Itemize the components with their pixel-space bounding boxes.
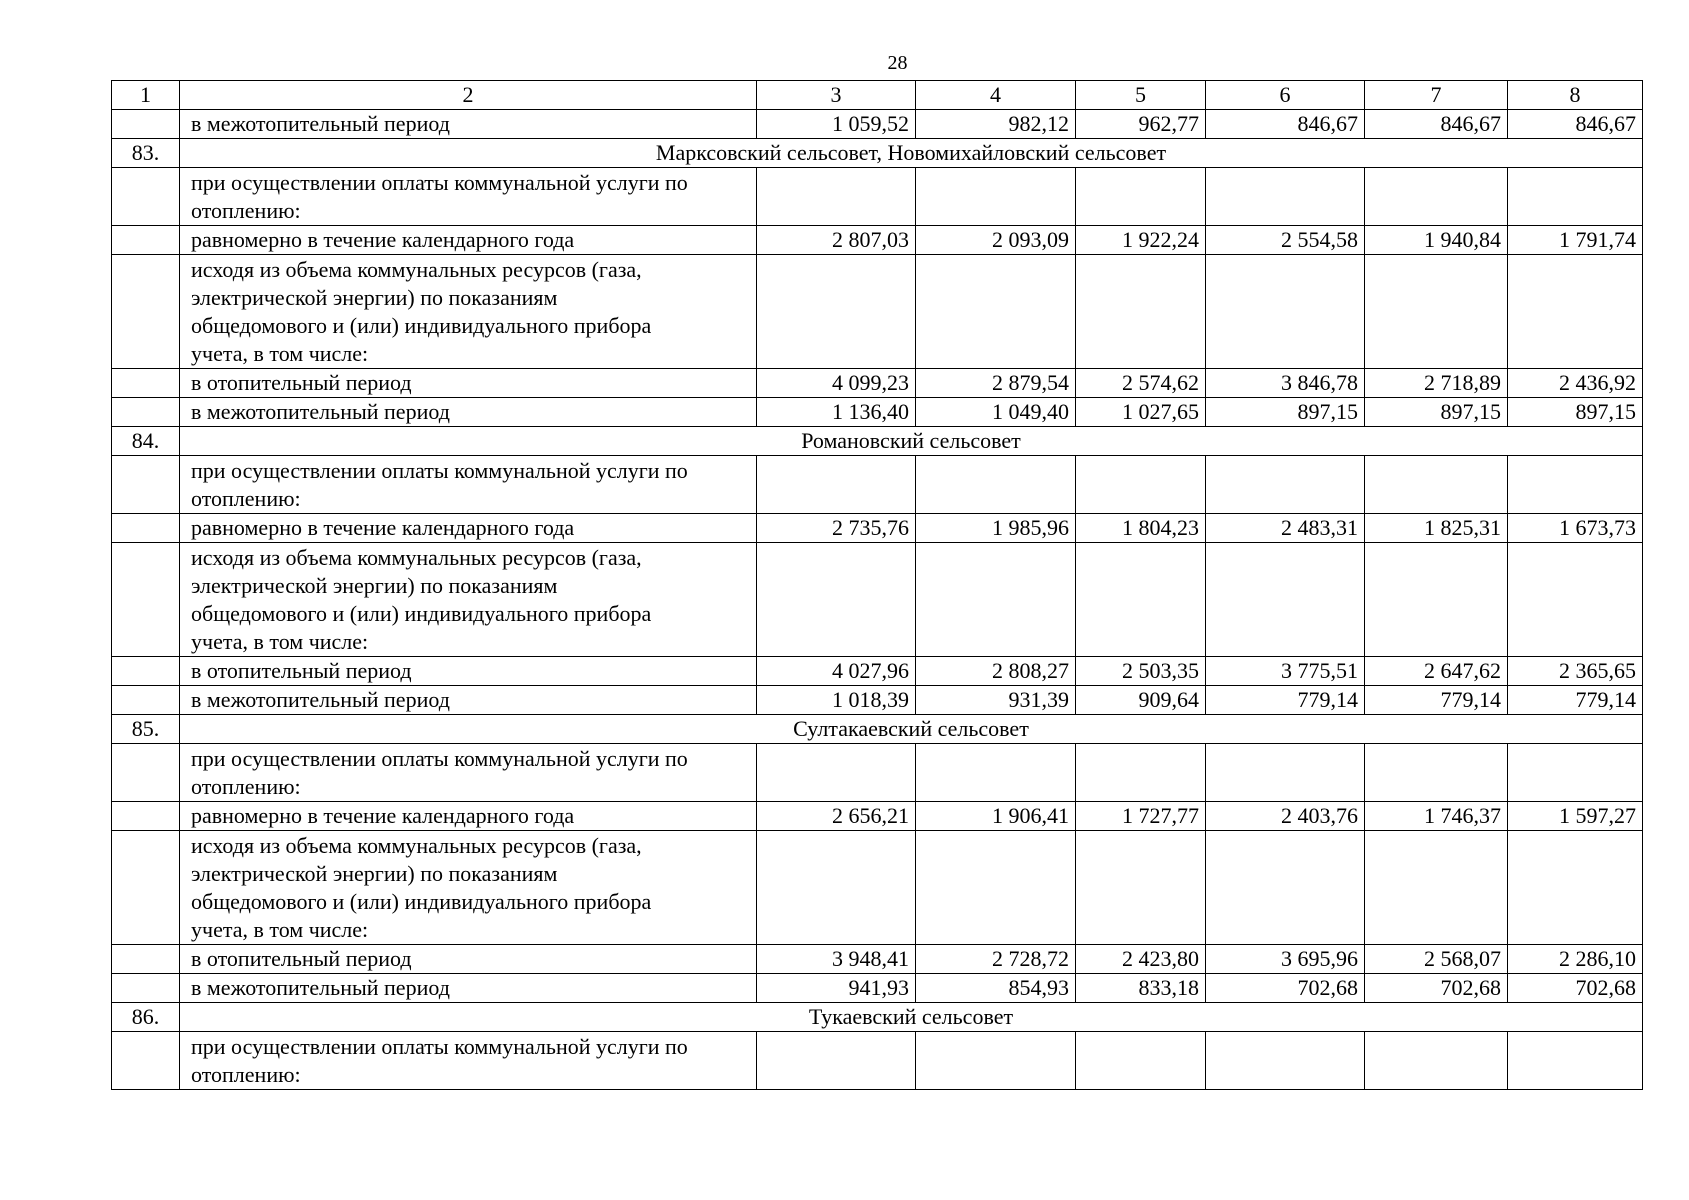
value-cell-col-8 bbox=[1508, 744, 1643, 802]
row-description bbox=[180, 110, 757, 139]
row-number bbox=[112, 1032, 180, 1090]
description-line: исходя из объема коммунальных ресурсов (газа, bbox=[191, 545, 642, 570]
description-line: в отопительный период bbox=[191, 370, 412, 395]
header-cell-col-8: 8 bbox=[1508, 81, 1643, 110]
value-cell-col-6 bbox=[1206, 1032, 1365, 1090]
value-cell-col-8: 2 365,65 bbox=[1508, 657, 1643, 686]
row-number bbox=[112, 543, 180, 657]
value-cell-col-5: 2 503,35 bbox=[1076, 657, 1206, 686]
row-number bbox=[112, 945, 180, 974]
value-cell-col-3 bbox=[757, 744, 916, 802]
value-cell-col-8: 1 791,74 bbox=[1508, 226, 1643, 255]
description-line: общедомового и (или) индивидуального прибора bbox=[191, 889, 652, 914]
value-cell-col-4: 2 728,72 bbox=[916, 945, 1076, 974]
value-cell-col-5 bbox=[1076, 1032, 1206, 1090]
value-cell-col-7: 2 568,07 bbox=[1365, 945, 1508, 974]
row-number bbox=[112, 398, 180, 427]
value-cell-col-4 bbox=[916, 744, 1076, 802]
value-cell-col-7 bbox=[1365, 744, 1508, 802]
value-cell-col-7: 846,67 bbox=[1365, 110, 1508, 139]
value-cell-col-4 bbox=[916, 831, 1076, 945]
value-cell-col-6: 2 554,58 bbox=[1206, 226, 1365, 255]
row-number bbox=[112, 255, 180, 369]
table-row bbox=[112, 456, 1643, 514]
table-row bbox=[112, 369, 1643, 398]
value-cell-col-3: 1 059,52 bbox=[757, 110, 916, 139]
value-cell-col-8: 2 436,92 bbox=[1508, 369, 1643, 398]
value-cell-col-8: 846,67 bbox=[1508, 110, 1643, 139]
description-line: учета, в том числе: bbox=[191, 917, 369, 942]
row-description bbox=[180, 744, 757, 802]
value-cell-col-5: 1 027,65 bbox=[1076, 398, 1206, 427]
value-cell-col-3: 3 948,41 bbox=[757, 945, 916, 974]
value-cell-col-4: 2 879,54 bbox=[916, 369, 1076, 398]
row-number bbox=[112, 110, 180, 139]
row-number bbox=[112, 369, 180, 398]
description-line: в межотопительный период bbox=[191, 975, 450, 1000]
row-number bbox=[112, 514, 180, 543]
region-row bbox=[112, 715, 1643, 744]
value-cell-col-5: 2 574,62 bbox=[1076, 369, 1206, 398]
row-number: 86. bbox=[112, 1003, 180, 1032]
table-row bbox=[112, 945, 1643, 974]
value-cell-col-5: 962,77 bbox=[1076, 110, 1206, 139]
header-cell-col-5: 5 bbox=[1076, 81, 1206, 110]
value-cell-col-8: 779,14 bbox=[1508, 686, 1643, 715]
description-line: при осуществлении оплаты коммунальной услуги по bbox=[191, 746, 688, 771]
value-cell-col-3 bbox=[757, 831, 916, 945]
row-description bbox=[180, 974, 757, 1003]
description-line: при осуществлении оплаты коммунальной услуги по bbox=[191, 1034, 688, 1059]
description-line: при осуществлении оплаты коммунальной услуги по bbox=[191, 170, 688, 195]
region-title: Тукаевский сельсовет bbox=[180, 1003, 1643, 1032]
row-description bbox=[180, 945, 757, 974]
value-cell-col-4: 982,12 bbox=[916, 110, 1076, 139]
row-number bbox=[112, 226, 180, 255]
value-cell-col-8: 1 673,73 bbox=[1508, 514, 1643, 543]
value-cell-col-4: 2 093,09 bbox=[916, 226, 1076, 255]
value-cell-col-6: 3 695,96 bbox=[1206, 945, 1365, 974]
value-cell-col-3 bbox=[757, 1032, 916, 1090]
table-body bbox=[112, 81, 1643, 1090]
value-cell-col-7 bbox=[1365, 456, 1508, 514]
value-cell-col-5 bbox=[1076, 543, 1206, 657]
value-cell-col-4: 1 906,41 bbox=[916, 802, 1076, 831]
value-cell-col-5 bbox=[1076, 255, 1206, 369]
row-number bbox=[112, 456, 180, 514]
row-description bbox=[180, 543, 757, 657]
table-row bbox=[112, 686, 1643, 715]
row-number: 83. bbox=[112, 139, 180, 168]
description-line: равномерно в течение календарного года bbox=[191, 515, 575, 540]
row-description bbox=[180, 802, 757, 831]
description-line: исходя из объема коммунальных ресурсов (газа, bbox=[191, 257, 642, 282]
value-cell-col-6: 2 403,76 bbox=[1206, 802, 1365, 831]
table-row bbox=[112, 1032, 1643, 1090]
header-cell-col-7: 7 bbox=[1365, 81, 1508, 110]
table-row bbox=[112, 514, 1643, 543]
value-cell-col-5 bbox=[1076, 831, 1206, 945]
value-cell-col-7: 702,68 bbox=[1365, 974, 1508, 1003]
value-cell-col-8 bbox=[1508, 831, 1643, 945]
value-cell-col-3: 2 735,76 bbox=[757, 514, 916, 543]
region-title: Романовский сельсовет bbox=[180, 427, 1643, 456]
value-cell-col-6 bbox=[1206, 744, 1365, 802]
description-line: электрической энергии) по показаниям bbox=[191, 861, 558, 886]
value-cell-col-7 bbox=[1365, 168, 1508, 226]
row-number bbox=[112, 802, 180, 831]
row-number bbox=[112, 974, 180, 1003]
value-cell-col-3 bbox=[757, 456, 916, 514]
description-line: отоплению: bbox=[191, 1062, 301, 1087]
value-cell-col-3: 1 136,40 bbox=[757, 398, 916, 427]
description-line: равномерно в течение календарного года bbox=[191, 227, 575, 252]
value-cell-col-8 bbox=[1508, 456, 1643, 514]
row-number bbox=[112, 657, 180, 686]
value-cell-col-4: 1 985,96 bbox=[916, 514, 1076, 543]
tariff-table bbox=[111, 80, 1643, 1090]
value-cell-col-3: 4 027,96 bbox=[757, 657, 916, 686]
region-title: Султакаевский сельсовет bbox=[180, 715, 1643, 744]
value-cell-col-7 bbox=[1365, 255, 1508, 369]
value-cell-col-6 bbox=[1206, 168, 1365, 226]
value-cell-col-8: 702,68 bbox=[1508, 974, 1643, 1003]
table-row bbox=[112, 657, 1643, 686]
description-line: в межотопительный период bbox=[191, 687, 450, 712]
row-description bbox=[180, 657, 757, 686]
description-line: отоплению: bbox=[191, 486, 301, 511]
value-cell-col-4 bbox=[916, 543, 1076, 657]
header-row bbox=[112, 81, 1643, 110]
value-cell-col-4: 1 049,40 bbox=[916, 398, 1076, 427]
description-line: отоплению: bbox=[191, 774, 301, 799]
description-line: электрической энергии) по показаниям bbox=[191, 285, 558, 310]
value-cell-col-7: 2 647,62 bbox=[1365, 657, 1508, 686]
value-cell-col-3: 4 099,23 bbox=[757, 369, 916, 398]
row-description bbox=[180, 255, 757, 369]
row-description bbox=[180, 226, 757, 255]
header-cell-col-6: 6 bbox=[1206, 81, 1365, 110]
header-cell-col-1: 1 bbox=[112, 81, 180, 110]
value-cell-col-3 bbox=[757, 255, 916, 369]
value-cell-col-6: 3 775,51 bbox=[1206, 657, 1365, 686]
row-description bbox=[180, 369, 757, 398]
value-cell-col-4 bbox=[916, 168, 1076, 226]
description-line: учета, в том числе: bbox=[191, 629, 369, 654]
value-cell-col-5: 2 423,80 bbox=[1076, 945, 1206, 974]
row-description bbox=[180, 1032, 757, 1090]
row-number bbox=[112, 168, 180, 226]
header-cell-col-3: 3 bbox=[757, 81, 916, 110]
value-cell-col-5: 1 922,24 bbox=[1076, 226, 1206, 255]
value-cell-col-4: 854,93 bbox=[916, 974, 1076, 1003]
row-number: 84. bbox=[112, 427, 180, 456]
value-cell-col-7 bbox=[1365, 831, 1508, 945]
value-cell-col-4: 2 808,27 bbox=[916, 657, 1076, 686]
row-description bbox=[180, 686, 757, 715]
value-cell-col-3: 941,93 bbox=[757, 974, 916, 1003]
value-cell-col-4: 931,39 bbox=[916, 686, 1076, 715]
row-description bbox=[180, 456, 757, 514]
value-cell-col-3: 2 656,21 bbox=[757, 802, 916, 831]
description-line: в межотопительный период bbox=[191, 399, 450, 424]
value-cell-col-5: 1 727,77 bbox=[1076, 802, 1206, 831]
value-cell-col-6: 2 483,31 bbox=[1206, 514, 1365, 543]
table-row bbox=[112, 226, 1643, 255]
table-row bbox=[112, 255, 1643, 369]
table-row bbox=[112, 744, 1643, 802]
table-row bbox=[112, 543, 1643, 657]
value-cell-col-5 bbox=[1076, 456, 1206, 514]
value-cell-col-5 bbox=[1076, 168, 1206, 226]
value-cell-col-6: 897,15 bbox=[1206, 398, 1365, 427]
table-row bbox=[112, 398, 1643, 427]
description-line: отоплению: bbox=[191, 198, 301, 223]
row-number bbox=[112, 831, 180, 945]
description-line: исходя из объема коммунальных ресурсов (газа, bbox=[191, 833, 642, 858]
value-cell-col-6: 779,14 bbox=[1206, 686, 1365, 715]
value-cell-col-4 bbox=[916, 255, 1076, 369]
value-cell-col-8 bbox=[1508, 255, 1643, 369]
row-description bbox=[180, 831, 757, 945]
row-description bbox=[180, 168, 757, 226]
value-cell-col-7: 1 940,84 bbox=[1365, 226, 1508, 255]
description-line: равномерно в течение календарного года bbox=[191, 803, 575, 828]
row-number: 85. bbox=[112, 715, 180, 744]
row-number bbox=[112, 686, 180, 715]
row-description bbox=[180, 398, 757, 427]
value-cell-col-5: 1 804,23 bbox=[1076, 514, 1206, 543]
value-cell-col-7 bbox=[1365, 1032, 1508, 1090]
row-number bbox=[112, 744, 180, 802]
description-line: в межотопительный период bbox=[191, 111, 450, 136]
value-cell-col-8 bbox=[1508, 168, 1643, 226]
value-cell-col-3: 1 018,39 bbox=[757, 686, 916, 715]
value-cell-col-6 bbox=[1206, 831, 1365, 945]
value-cell-col-8 bbox=[1508, 543, 1643, 657]
value-cell-col-3 bbox=[757, 168, 916, 226]
region-row bbox=[112, 427, 1643, 456]
value-cell-col-7: 1 825,31 bbox=[1365, 514, 1508, 543]
value-cell-col-7: 779,14 bbox=[1365, 686, 1508, 715]
table-row bbox=[112, 802, 1643, 831]
value-cell-col-7 bbox=[1365, 543, 1508, 657]
value-cell-col-8 bbox=[1508, 1032, 1643, 1090]
value-cell-col-8: 2 286,10 bbox=[1508, 945, 1643, 974]
value-cell-col-8: 897,15 bbox=[1508, 398, 1643, 427]
value-cell-col-7: 2 718,89 bbox=[1365, 369, 1508, 398]
value-cell-col-5 bbox=[1076, 744, 1206, 802]
value-cell-col-4 bbox=[916, 456, 1076, 514]
description-line: при осуществлении оплаты коммунальной услуги по bbox=[191, 458, 688, 483]
value-cell-col-6 bbox=[1206, 543, 1365, 657]
value-cell-col-6: 846,67 bbox=[1206, 110, 1365, 139]
description-line: общедомового и (или) индивидуального прибора bbox=[191, 601, 652, 626]
page-number: 28 bbox=[887, 52, 908, 74]
value-cell-col-6: 3 846,78 bbox=[1206, 369, 1365, 398]
description-line: учета, в том числе: bbox=[191, 341, 369, 366]
region-title: Марксовский сельсовет, Новомихайловский сельсовет bbox=[180, 139, 1643, 168]
value-cell-col-6 bbox=[1206, 456, 1365, 514]
description-line: электрической энергии) по показаниям bbox=[191, 573, 558, 598]
value-cell-col-5: 833,18 bbox=[1076, 974, 1206, 1003]
table-row bbox=[112, 110, 1643, 139]
value-cell-col-4 bbox=[916, 1032, 1076, 1090]
table-row bbox=[112, 831, 1643, 945]
value-cell-col-6 bbox=[1206, 255, 1365, 369]
value-cell-col-5: 909,64 bbox=[1076, 686, 1206, 715]
value-cell-col-7: 897,15 bbox=[1365, 398, 1508, 427]
description-line: общедомового и (или) индивидуального прибора bbox=[191, 313, 652, 338]
region-row bbox=[112, 139, 1643, 168]
description-line: в отопительный период bbox=[191, 658, 412, 683]
header-cell-col-2: 2 bbox=[180, 81, 757, 110]
row-description bbox=[180, 514, 757, 543]
table-row bbox=[112, 974, 1643, 1003]
value-cell-col-8: 1 597,27 bbox=[1508, 802, 1643, 831]
value-cell-col-3: 2 807,03 bbox=[757, 226, 916, 255]
region-row bbox=[112, 1003, 1643, 1032]
description-line: в отопительный период bbox=[191, 946, 412, 971]
value-cell-col-3 bbox=[757, 543, 916, 657]
table-row bbox=[112, 168, 1643, 226]
value-cell-col-6: 702,68 bbox=[1206, 974, 1365, 1003]
value-cell-col-7: 1 746,37 bbox=[1365, 802, 1508, 831]
header-cell-col-4: 4 bbox=[916, 81, 1076, 110]
